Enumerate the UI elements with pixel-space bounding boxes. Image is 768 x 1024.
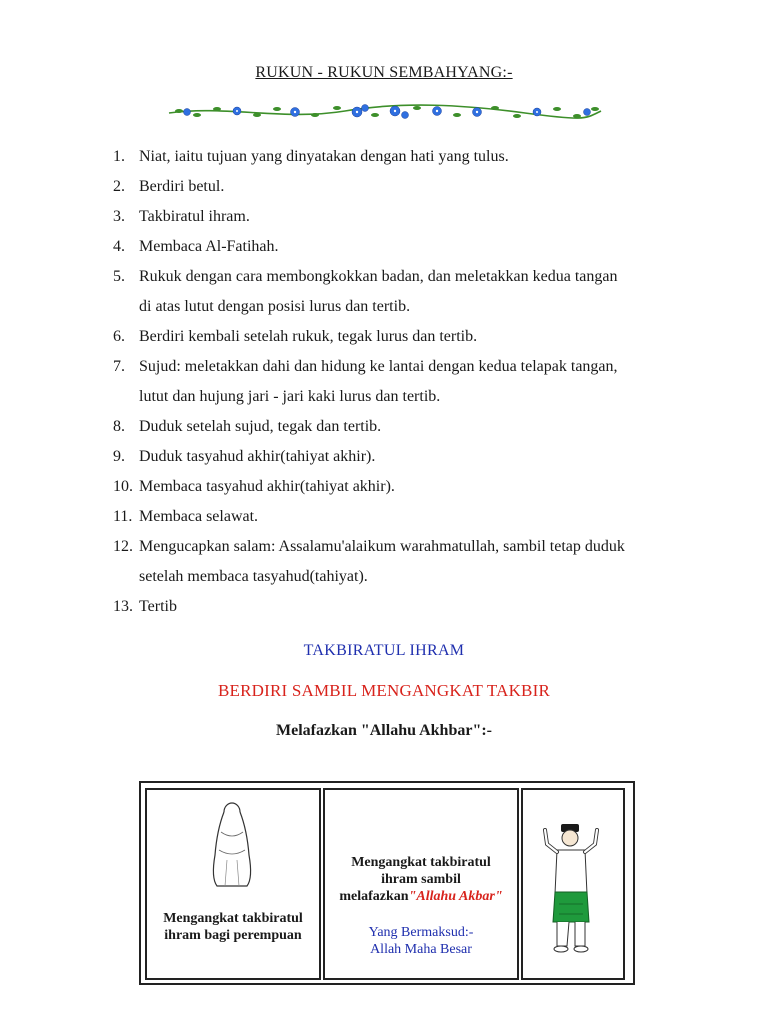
rukun-item-number: 11. <box>113 508 133 525</box>
panel-woman-caption-line2: ihram bagi perempuan <box>164 928 302 943</box>
rukun-item-number: 7. <box>113 358 125 375</box>
heading-berdiri: BERDIRI SAMBIL MENGANGKAT TAKBIR <box>218 681 550 700</box>
rukun-item-text: setelah membaca tasyahud(tahiyat). <box>139 568 368 585</box>
rukun-item-number: 10. <box>113 478 133 495</box>
page-title: RUKUN - RUKUN SEMBAHYANG:- <box>255 64 513 81</box>
woman-praying-figure-icon <box>207 800 257 888</box>
rukun-item-number: 1. <box>113 148 125 165</box>
panel-man <box>521 788 625 980</box>
rukun-item-text: Berdiri betul. <box>139 178 225 195</box>
heading-melafazkan: Melafazkan "Allahu Akhbar":- <box>275 722 492 739</box>
rukun-item-number: 8. <box>113 418 125 435</box>
rukun-item-text: Niat, iaitu tujuan yang dinyatakan dengan hati yang tulus. <box>139 148 509 165</box>
heading-takbiratul-ihram: TAKBIRATUL IHRAM <box>303 642 465 659</box>
rukun-item-number: 12. <box>113 538 133 555</box>
rukun-item <box>113 172 713 202</box>
illustration-frame <box>139 781 635 985</box>
meaning-label: Yang Bermaksud:- <box>368 925 474 940</box>
rukun-item <box>113 322 713 352</box>
rukun-item-text: Rukuk dengan cara membongkokkan badan, dan meletakkan kedua tangan <box>139 268 618 285</box>
rukun-item-number: 5. <box>113 268 125 285</box>
rukun-item-text: Membaca selawat. <box>139 508 259 525</box>
rukun-item-number: 2. <box>113 178 125 195</box>
rukun-item <box>113 232 713 262</box>
panel-text <box>323 788 519 980</box>
rukun-item <box>113 472 713 502</box>
rukun-item <box>113 142 713 172</box>
rukun-item-text: Mengucapkan salam: Assalamu'alaikum warahmatullah, sambil tetap duduk <box>139 538 625 555</box>
rukun-item-number: 13. <box>113 598 133 615</box>
floral-divider-icon <box>165 99 605 125</box>
rukun-item <box>113 412 713 442</box>
rukun-item-number: 9. <box>113 448 125 465</box>
rukun-item <box>113 262 713 322</box>
rukun-item-text: di atas lutut dengan posisi lurus dan tertib. <box>139 298 411 315</box>
melafazkan-text: melafazkan <box>339 889 409 904</box>
rukun-item <box>113 442 713 472</box>
panel-text-caption-line1: Mengangkat takbiratul <box>351 855 491 870</box>
panel-text-caption <box>325 854 517 905</box>
panel-woman <box>145 788 321 980</box>
rukun-item-text: lutut dan hujung jari - jari kaki lurus dan tertib. <box>139 388 441 405</box>
rukun-item <box>113 592 713 622</box>
rukun-item-text: Takbiratul ihram. <box>139 208 250 225</box>
rukun-item <box>113 202 713 232</box>
panel-woman-caption-line1: Mengangkat takbiratul <box>163 911 303 926</box>
panel-text-meaning <box>325 924 517 958</box>
rukun-item-number: 3. <box>113 208 125 225</box>
panel-text-caption-line3 <box>325 888 517 905</box>
rukun-item-text: Tertib <box>139 598 177 615</box>
rukun-item <box>113 532 713 592</box>
panel-text-caption-line2: ihram sambil <box>381 872 461 887</box>
panel-woman-caption <box>147 910 319 944</box>
rukun-item-text: Membaca tasyahud akhir(tahiyat akhir). <box>139 478 395 495</box>
man-takbir-figure-icon <box>541 822 601 954</box>
rukun-item-number: 4. <box>113 238 125 255</box>
rukun-item-text: Duduk tasyahud akhir(tahiyat akhir). <box>139 448 376 465</box>
rukun-item-text: Sujud: meletakkan dahi dan hidung ke lantai dengan kedua telapak tangan, <box>139 358 618 375</box>
rukun-item-text: Membaca Al-Fatihah. <box>139 238 279 255</box>
allahu-akbar-text: "Allahu Akbar" <box>408 889 503 904</box>
rukun-item-text: Berdiri kembali setelah rukuk, tegak lurus dan tertib. <box>139 328 478 345</box>
rukun-item-text: Duduk setelah sujud, tegak dan tertib. <box>139 418 382 435</box>
rukun-item <box>113 502 713 532</box>
rukun-item <box>113 352 713 412</box>
rukun-list <box>113 142 713 622</box>
rukun-item-number: 6. <box>113 328 125 345</box>
meaning-value: Allah Maha Besar <box>370 942 472 957</box>
